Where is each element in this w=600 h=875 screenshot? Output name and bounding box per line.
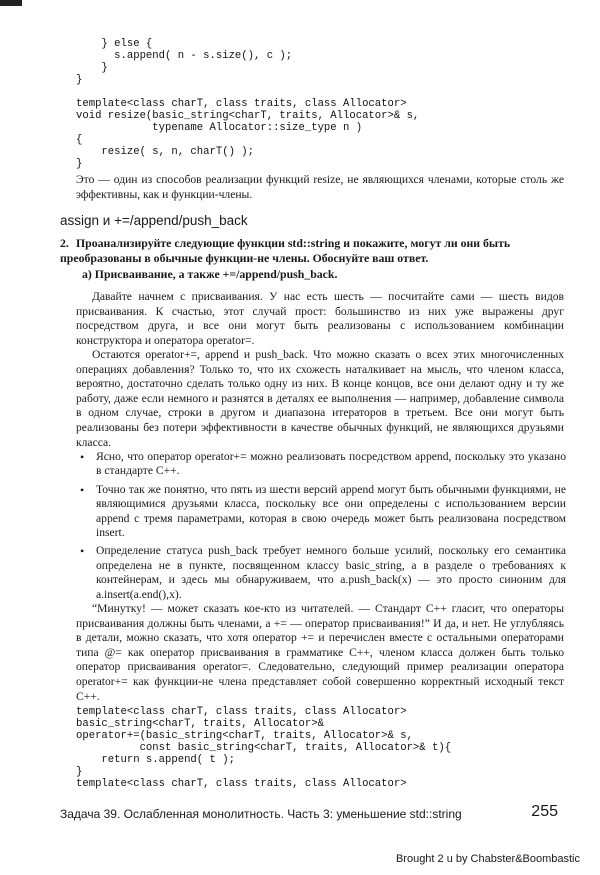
scan-mark <box>0 0 22 6</box>
subtask-heading: а) Присваивание, а также +=/append/push_back. <box>82 267 338 281</box>
bullet-icon: • <box>80 482 85 497</box>
paragraph-assignment-operator: “Минутку! — может сказать кое-кто из читателей. — Стандарт C++ гласит, что операторы присваивания должны быть членами, а += — оператор присваивания!” И да, и нет. Не углубляясь в детали, можно сказать, что хотя оператор += и перечислен вместе с остальными операторами типа @= как оператор присваивания в грамматике C++, членом класса должен быть только оператор присваивания operator=. Следовательно, следующий пример реализации оператора operator+= как функции-не члена представляет собой совершенно корректный исходный текст C++. <box>76 602 564 703</box>
running-footer: Задача 39. Ослабленная монолитность. Часть 3: уменьшение std::string <box>60 807 462 821</box>
paragraph-resize: Это — один из способов реализации функций resize, не являющихся членами, которые столь же эффективны, как и функции-члены. <box>76 173 564 201</box>
bullet-list <box>76 450 566 606</box>
list-item-text: Определение статуса push_back требует немного больше усилий, поскольку его семантика определена не в пункте, посвященном классу basic_string, а в разделе о требованиях к контейнерам, и здесь мы обнаруживаем, что a.push_back(x) — это просто синоним для a.insert(a.end(),x). <box>96 544 566 601</box>
list-item-text: Точно так же понятно, что пять из шести версий append могут быть обычными функциями, не являющимися друзьями класса, поскольку все они определены с использованием версии append с тремя параметрами, которая в свою очередь может быть реализована посредством insert. <box>96 482 566 540</box>
code-block-resize: } else { s.append( n - s.size(), c ); } } template<class charT, class traits, class Allocator> void resize(basic_string<charT, traits, Allocator>& s, typename Allocator::size_type n ) { resize( s, n, charT() ); } <box>76 38 420 170</box>
task-statement <box>60 236 566 266</box>
scan-credit: Brought 2 u by Chabster&Boombastic <box>395 853 580 865</box>
paragraph-assignment: Давайте начнем с присваивания. У нас есть шесть — посчитайте сами — шесть видов присваивания. К счастью, этот случай прост: большинство из них уже выражены друг посредством друга, и все они могут быть реализованы с использованием комбинации конструктора и оператора operator=. <box>76 290 564 347</box>
task-text: Проанализируйте следующие функции std::string и покажите, могут ли они быть преобразованы в обычные функции-не члены. Обоснуйте ваш ответ. <box>60 236 511 265</box>
bullet-icon: • <box>80 544 85 559</box>
bullet-icon: • <box>80 450 85 464</box>
list-item-text: Ясно, что оператор operator+= можно реализовать посредством append, поскольку это указано в стандарте C++. <box>96 450 566 478</box>
list-item <box>76 483 566 541</box>
paragraph-append: Остаются operator+=, append и push_back. Что можно сказать о всех этих многочисленных операциях добавления? Только то, что их схожесть наталкивает на мысль, что членом класса, вероятно, достаточно сделать только одну из них. В конце концов, все они делают одну и ту же работу, даже если немного и разнятся в деталях ее выполнения — например, добавление символа в одном случае, строки в другом и диапазона итераторов в третьем. Все они могут быть реализованы без потери эффективности в качестве обычных функций, не являющихся друзьями класса. <box>76 348 564 449</box>
task-number: 2. <box>60 236 69 250</box>
list-item <box>76 450 566 479</box>
list-item <box>76 544 566 602</box>
page-number: 255 <box>531 803 558 820</box>
code-block-operator: template<class charT, class traits, class Allocator> basic_string<charT, traits, Allocator>& operator+=(basic_string<charT, traits, Allocator>& s, const basic_string<charT, traits, Allocator>& t){ return s.append( t ); } template<class charT, class traits, class Allocator> <box>76 706 452 790</box>
section-title: assign и +=/append/push_back <box>60 213 248 228</box>
